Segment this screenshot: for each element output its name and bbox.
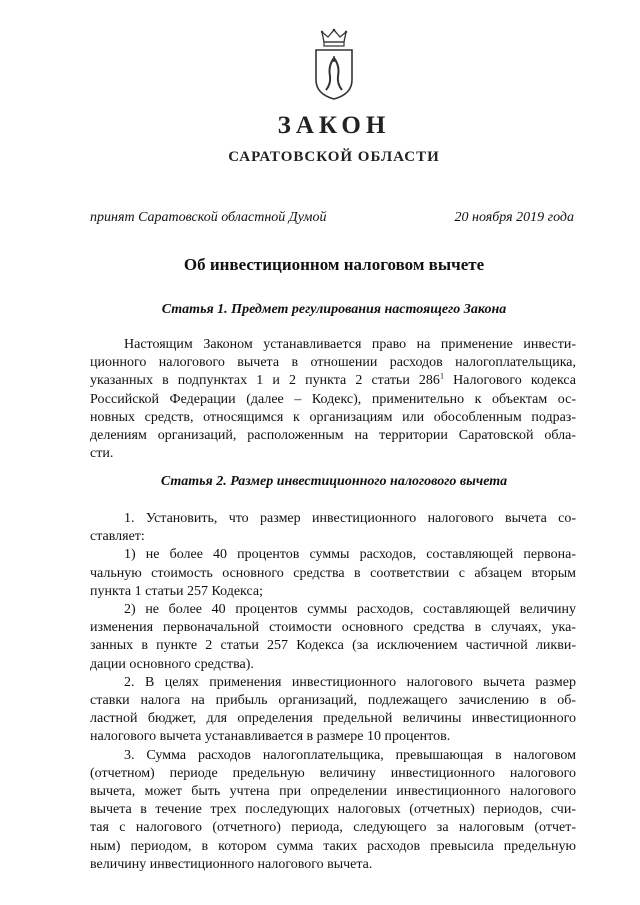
article-2-line: вычета, может быть учтена при определении инвестиционного налогового [90,784,576,800]
article-2-line: (отчетном) периоде предельную величину инвестиционного налогового [90,765,576,781]
article-2-line: тая с налогового (отчетного) периода, следующего за налоговым (отчет- [90,820,576,836]
article-1-line: Российской Федерации (далее – Кодекс), применительно к объектам ос- [90,391,576,407]
article-2-line: дации основного средства). [90,656,254,672]
article-1-line: Настоящим Законом устанавливается право на применение инвести- [124,337,576,352]
article-1-line [90,372,576,390]
article-2-line: вычета в течение трех последующих налоговых (отчетных) периодов, счи- [90,802,576,818]
law-title: ЗАКОН [277,112,391,139]
article-2-line: 2. В целях применения инвестиционного налогового вычета размер [124,674,576,690]
article-2-body [90,510,576,874]
article-1-line-text: указанных в подпунктах 1 и 2 пункта 2 статьи 286 [90,373,440,389]
document-title: Об инвестиционном налоговом вычете [183,255,485,274]
adoption-date: 20 ноября 2019 года [454,210,574,225]
article-1-line: ционного налогового вычета в отношении расходов налогоплательщика, [90,355,576,371]
footnote-superscript: 1 [439,371,444,381]
saratov-coat-of-arms-icon [312,28,356,100]
article-2-line: 2) не более 40 процентов суммы расходов, составляющей величину [124,602,576,618]
article-1-line: сти. [90,446,114,462]
article-2-line: величину инвестиционного налогового вычета. [90,856,373,872]
article-1-line: делениям организаций, расположенным на территории Саратовской обла- [90,428,576,444]
article-1-line-tail: Налогового кодекса [443,373,576,389]
article-2-line: ставляет: [90,529,145,545]
article-1-line: новных средств, относящимся к организациям или обособленным подраз- [90,409,576,425]
adopted-by-text: принят Саратовской областной Думой [90,210,327,225]
article-2-line: 1. Установить, что размер инвестиционного налогового вычета со- [124,511,576,526]
article-2-line: 1) не более 40 процентов суммы расходов, составляющей первона- [124,547,576,563]
article-2-line: чальную стоимость основного средства в соответствии с абзацем вторым [90,565,576,581]
article-2-line: ластной бюджет, для определения предельной величины инвестиционного [90,711,576,727]
article-2-heading: Статья 2. Размер инвестиционного налогового вычета [160,474,508,489]
article-2-line: ным) периодом, в котором сумма таких расходов превысила предельную [90,838,576,854]
article-2-line: 3. Сумма расходов налогоплательщика, превышающая в налоговом [124,747,576,763]
article-2-line: изменения первоначальной стоимости основного средства в случаях, ука- [90,620,576,636]
article-2-line: ставки налога на прибыль организаций, подлежащего зачислению в об- [90,693,576,709]
article-1-body [90,336,576,463]
article-2-line: пункта 1 статьи 257 Кодекса; [90,583,263,599]
article-1-heading: Статья 1. Предмет регулирования настоящего Закона [161,302,507,317]
article-2-line: занных в пункте 2 статьи 257 Кодекса (за исключением частичной ликви- [90,638,576,654]
region-title: САРАТОВСКОЙ ОБЛАСТИ [228,149,440,165]
article-2-line: налогового вычета устанавливается в размере 10 процентов. [90,729,451,745]
